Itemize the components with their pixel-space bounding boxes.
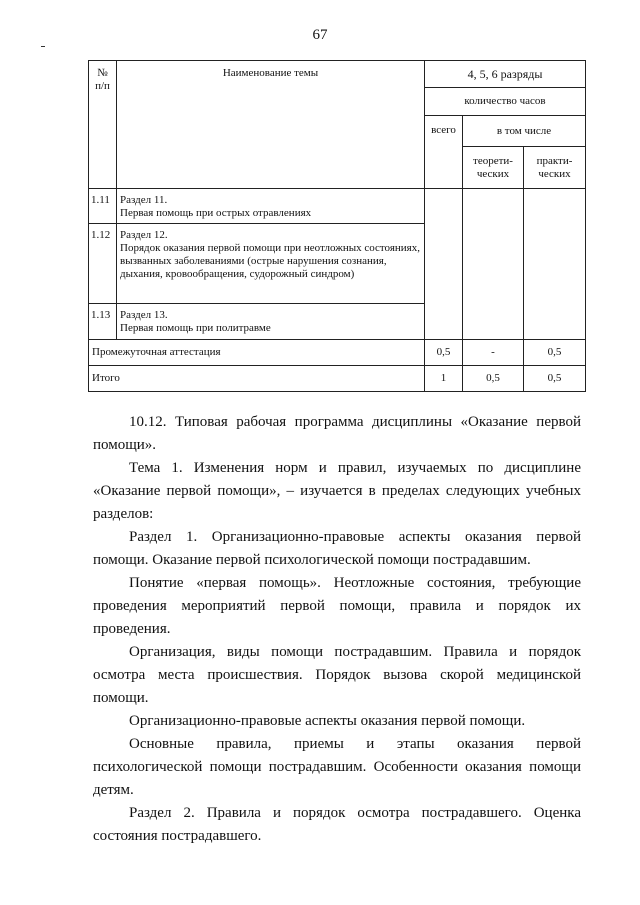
paragraph: Организационно-правовые аспекты оказания первой помощи.: [129, 713, 526, 729]
table-row-sum: [89, 366, 586, 392]
paragraph: Основные правила, приемы и этапы оказания первой психологической помощи пострадавшим. Особенности оказания помощи детям.: [93, 736, 581, 798]
header-theory: теорети-ческих: [463, 147, 524, 189]
paragraph: Тема 1. Изменения норм и правил, изучаемых по дисциплине «Оказание первой помощи», – изучается в пределах следующих учебных разделов:: [93, 460, 581, 522]
page-number: 67: [312, 27, 328, 43]
header-theme: Наименование темы: [117, 61, 425, 189]
hours-table: [88, 60, 586, 392]
header-including: в том числе: [463, 116, 586, 147]
row-title: Раздел 12.: [120, 229, 168, 241]
intermediate-theory: -: [463, 340, 524, 366]
intermediate-label: Промежуточная аттестация: [89, 340, 425, 366]
row-text: Первая помощь при острых отравлениях: [120, 207, 312, 219]
row-number: 1.11: [89, 189, 117, 224]
header-practice: практи-ческих: [524, 147, 586, 189]
row-content: [117, 189, 425, 224]
paragraph: Раздел 1. Организационно-правовые аспекты оказания первой помощи. Оказание первой психологической помощи пострадавшим.: [93, 529, 581, 568]
header-total: всего: [425, 116, 463, 189]
row-content: [117, 304, 425, 340]
row-content: [117, 224, 425, 304]
margin-mark: [41, 46, 45, 47]
row-title: Раздел 13.: [120, 309, 168, 321]
intermediate-practice: 0,5: [524, 340, 586, 366]
row-text: Первая помощь при политравме: [120, 322, 271, 334]
sum-label: Итого: [89, 366, 425, 392]
paragraph: Понятие «первая помощь». Неотложные состояния, требующие проведения мероприятий первой помощи, правила и порядок их проведения.: [93, 575, 581, 637]
header-grade: 4, 5, 6 разряды: [425, 61, 586, 88]
header-hours: количество часов: [425, 88, 586, 116]
table-row: [89, 189, 586, 224]
row-text: Порядок оказания первой помощи при неотложных состояниях, вызванных заболеваниями (острые нарушения сознания, дыхания, кровообращения, судорожный синдром): [120, 242, 420, 280]
row-title: Раздел 11.: [120, 194, 168, 206]
row-number: 1.13: [89, 304, 117, 340]
total-cell: [425, 189, 463, 340]
sum-practice: 0,5: [524, 366, 586, 392]
paragraph: 10.12. Типовая рабочая программа дисциплины «Оказание первой помощи».: [93, 414, 581, 453]
table-row-intermediate: [89, 340, 586, 366]
row-number: 1.12: [89, 224, 117, 304]
practice-cell: [524, 189, 586, 340]
sum-total: 1: [425, 366, 463, 392]
sum-theory: 0,5: [463, 366, 524, 392]
paragraph: Организация, виды помощи пострадавшим. Правила и порядок осмотра места происшествия. Порядок вызова скорой медицинской помощи.: [93, 644, 581, 706]
theory-cell: [463, 189, 524, 340]
paragraph: Раздел 2. Правила и порядок осмотра пострадавшего. Оценка состояния пострадавшего.: [93, 805, 581, 844]
intermediate-total: 0,5: [425, 340, 463, 366]
document-body: [93, 411, 581, 848]
header-num: № п/п: [89, 61, 117, 189]
